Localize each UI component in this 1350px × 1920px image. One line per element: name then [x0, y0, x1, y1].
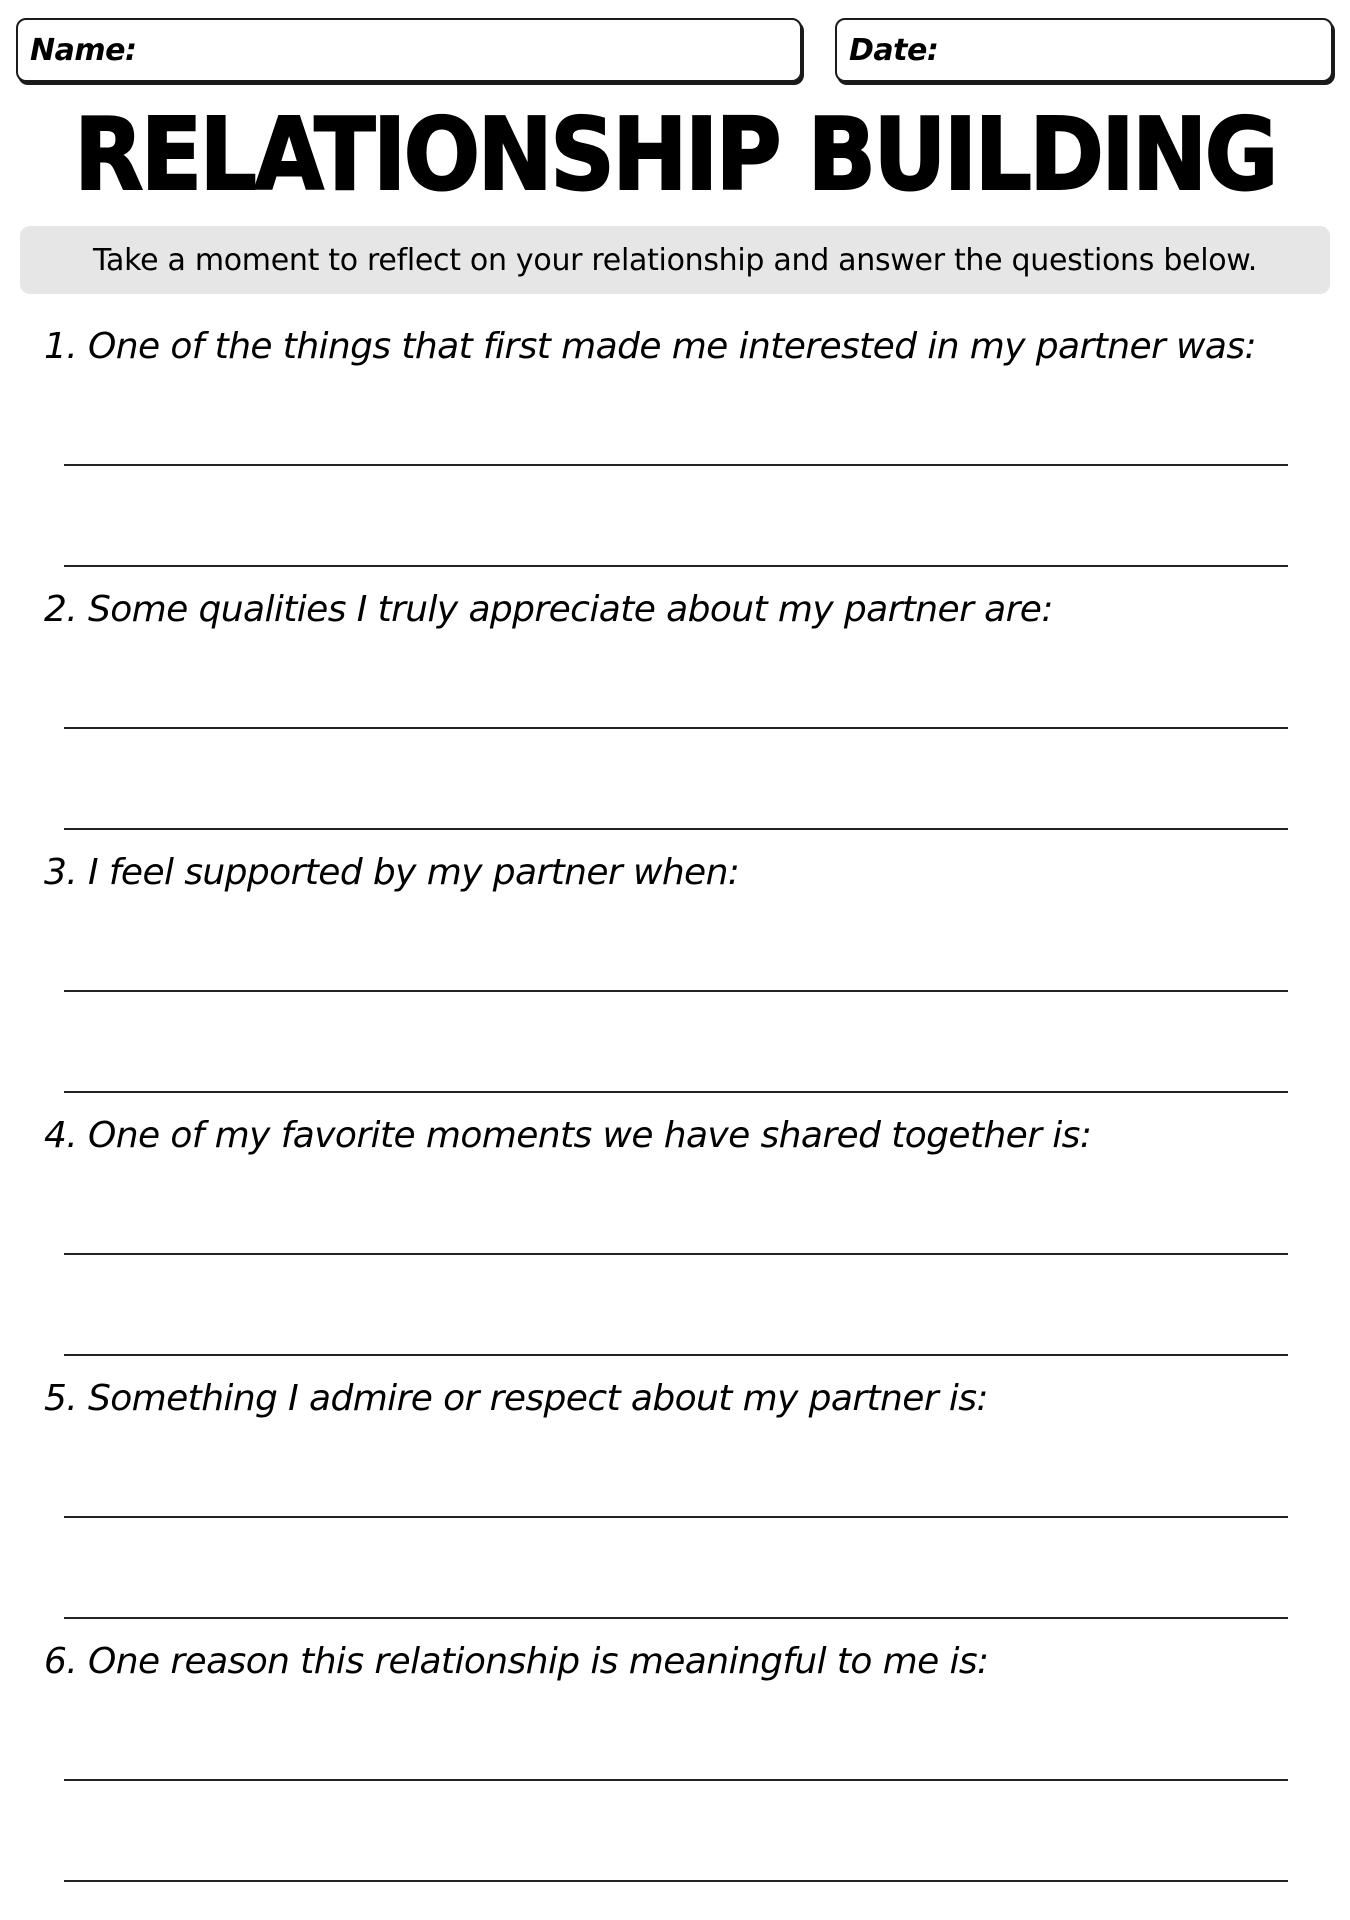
answer-line[interactable]: [64, 1091, 1288, 1093]
question-3: [0, 836, 1350, 1099]
answer-line[interactable]: [64, 1880, 1288, 1882]
answer-line[interactable]: [64, 727, 1288, 729]
answer-line[interactable]: [64, 1617, 1288, 1619]
name-field[interactable]: [16, 18, 802, 82]
question-6: [0, 1625, 1350, 1888]
question-text: 2. Some qualities I truly appreciate about my partner are:: [44, 589, 1053, 630]
answer-line[interactable]: [64, 464, 1288, 466]
answer-line[interactable]: [64, 1253, 1288, 1255]
question-list: [0, 310, 1350, 1888]
question-2: [0, 573, 1350, 836]
question-text: 1. One of the things that first made me interested in my partner was:: [44, 326, 1257, 367]
question-5: [0, 1362, 1350, 1625]
answer-line[interactable]: [64, 1354, 1288, 1356]
date-field[interactable]: [835, 18, 1333, 82]
question-1: [0, 310, 1350, 573]
answer-line[interactable]: [64, 565, 1288, 567]
question-text: 5. Something I admire or respect about my partner is:: [44, 1378, 988, 1419]
question-4: [0, 1099, 1350, 1362]
instruction-banner: Take a moment to reflect on your relationship and answer the questions below.: [20, 226, 1330, 294]
answer-line[interactable]: [64, 1516, 1288, 1518]
page-title: RELATIONSHIP BUILDING: [74, 96, 1276, 213]
answer-line[interactable]: [64, 1779, 1288, 1781]
answer-line[interactable]: [64, 990, 1288, 992]
date-label: Date:: [849, 32, 939, 68]
question-text: 3. I feel supported by my partner when:: [44, 852, 740, 893]
name-label: Name:: [30, 32, 137, 68]
answer-line[interactable]: [64, 828, 1288, 830]
question-text: 4. One of my favorite moments we have shared together is:: [44, 1115, 1092, 1156]
question-text: 6. One reason this relationship is meaningful to me is:: [44, 1641, 989, 1682]
